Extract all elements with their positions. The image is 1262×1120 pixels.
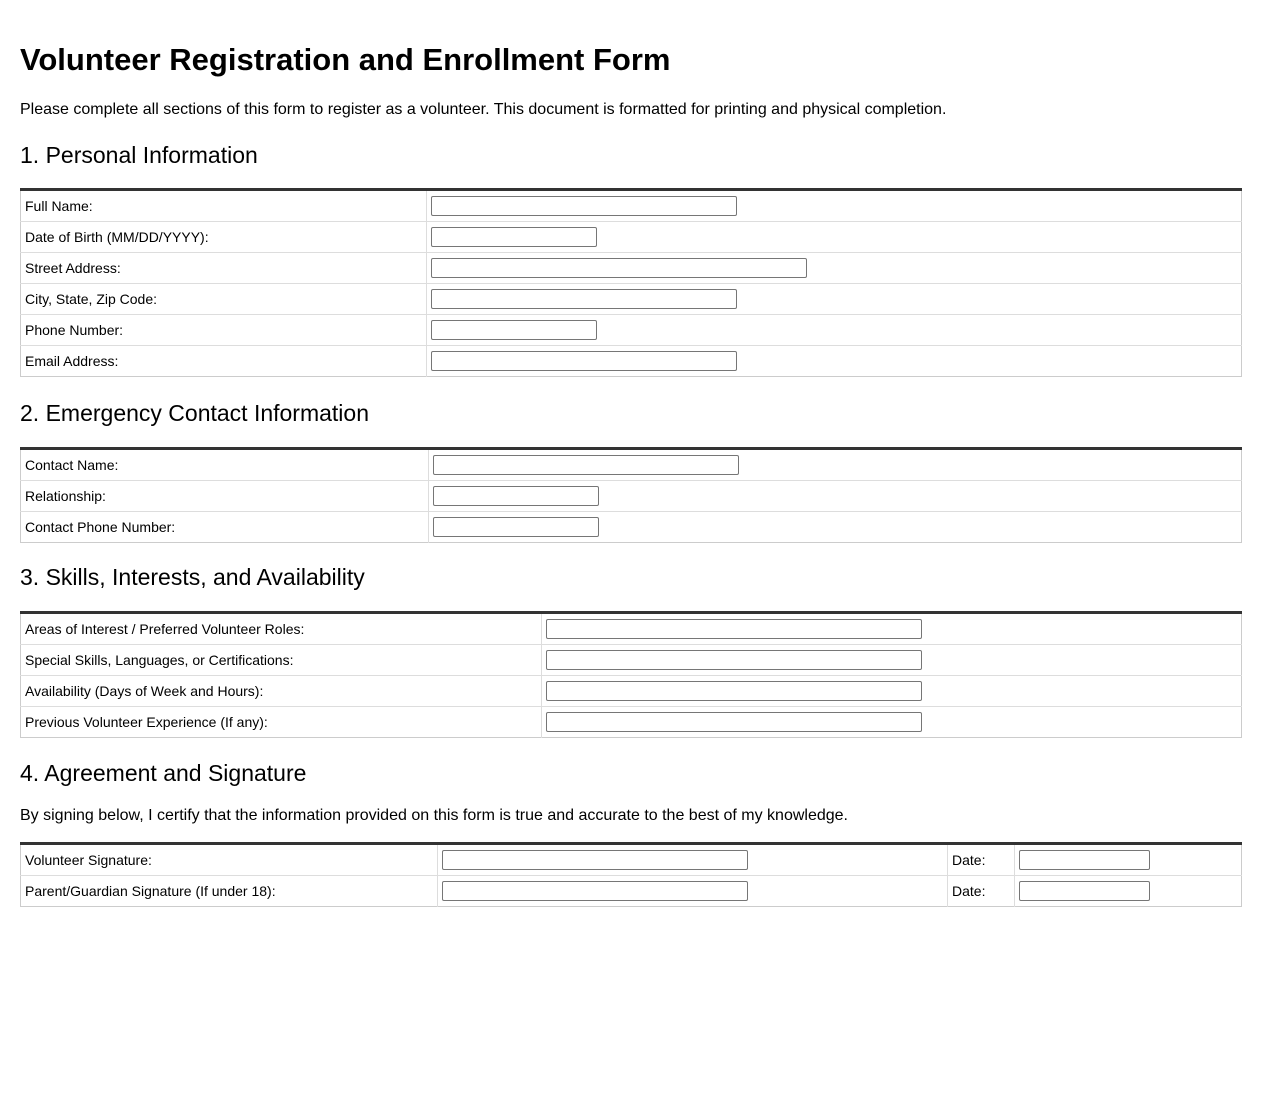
table-row [21,707,1242,738]
field-label: Relationship: [21,481,429,512]
city-state-zip-field[interactable] [431,289,737,309]
field-label: Phone Number: [21,315,427,346]
skills-table [20,611,1242,738]
table-row [21,190,1242,222]
relationship-field[interactable] [433,486,599,506]
guardian-signature-field[interactable] [442,881,748,901]
full-name-field[interactable] [431,196,737,216]
section-heading-emergency: 2. Emergency Contact Information [20,400,369,426]
volunteer-signature-field[interactable] [442,850,748,870]
table-row [21,676,1242,707]
table-row [21,876,1242,907]
signature-table [20,842,1242,907]
emergency-contact-table [20,447,1242,543]
table-row [21,449,1242,481]
table-row [21,645,1242,676]
agreement-statement: By signing below, I certify that the information provided on this form is true and accurate to the best of my knowledge. [20,807,848,824]
field-label: Date of Birth (MM/DD/YYYY): [21,222,427,253]
table-row [21,346,1242,377]
contact-phone-field[interactable] [433,517,599,537]
table-row [21,844,1242,876]
personal-info-table [20,188,1242,377]
availability-field[interactable] [546,681,922,701]
table-row [21,222,1242,253]
field-label: Parent/Guardian Signature (If under 18): [21,876,438,907]
table-row [21,481,1242,512]
date-label: Date: [948,844,1015,876]
field-label: Email Address: [21,346,427,377]
field-label: Special Skills, Languages, or Certifications: [21,645,542,676]
table-row [21,253,1242,284]
field-label: Contact Phone Number: [21,512,429,543]
date-of-birth-field[interactable] [431,227,597,247]
field-label: Availability (Days of Week and Hours): [21,676,542,707]
intro-text: Please complete all sections of this form to register as a volunteer. This document is formatted for printing and physical completion. [20,101,947,118]
field-label: Contact Name: [21,449,429,481]
guardian-date-field[interactable] [1019,881,1150,901]
table-row [21,315,1242,346]
volunteer-date-field[interactable] [1019,850,1150,870]
section-heading-agreement: 4. Agreement and Signature [20,760,307,786]
field-label: City, State, Zip Code: [21,284,427,315]
date-label: Date: [948,876,1015,907]
field-label: Street Address: [21,253,427,284]
field-label: Areas of Interest / Preferred Volunteer Roles: [21,613,542,645]
section-heading-skills: 3. Skills, Interests, and Availability [20,564,365,590]
field-label: Full Name: [21,190,427,222]
areas-of-interest-field[interactable] [546,619,922,639]
table-row [21,613,1242,645]
email-address-field[interactable] [431,351,737,371]
table-row [21,512,1242,543]
street-address-field[interactable] [431,258,807,278]
page-title: Volunteer Registration and Enrollment Form [20,42,671,77]
contact-name-field[interactable] [433,455,739,475]
field-label: Previous Volunteer Experience (If any): [21,707,542,738]
table-row [21,284,1242,315]
previous-experience-field[interactable] [546,712,922,732]
section-heading-personal: 1. Personal Information [20,142,258,168]
phone-number-field[interactable] [431,320,597,340]
field-label: Volunteer Signature: [21,844,438,876]
special-skills-field[interactable] [546,650,922,670]
